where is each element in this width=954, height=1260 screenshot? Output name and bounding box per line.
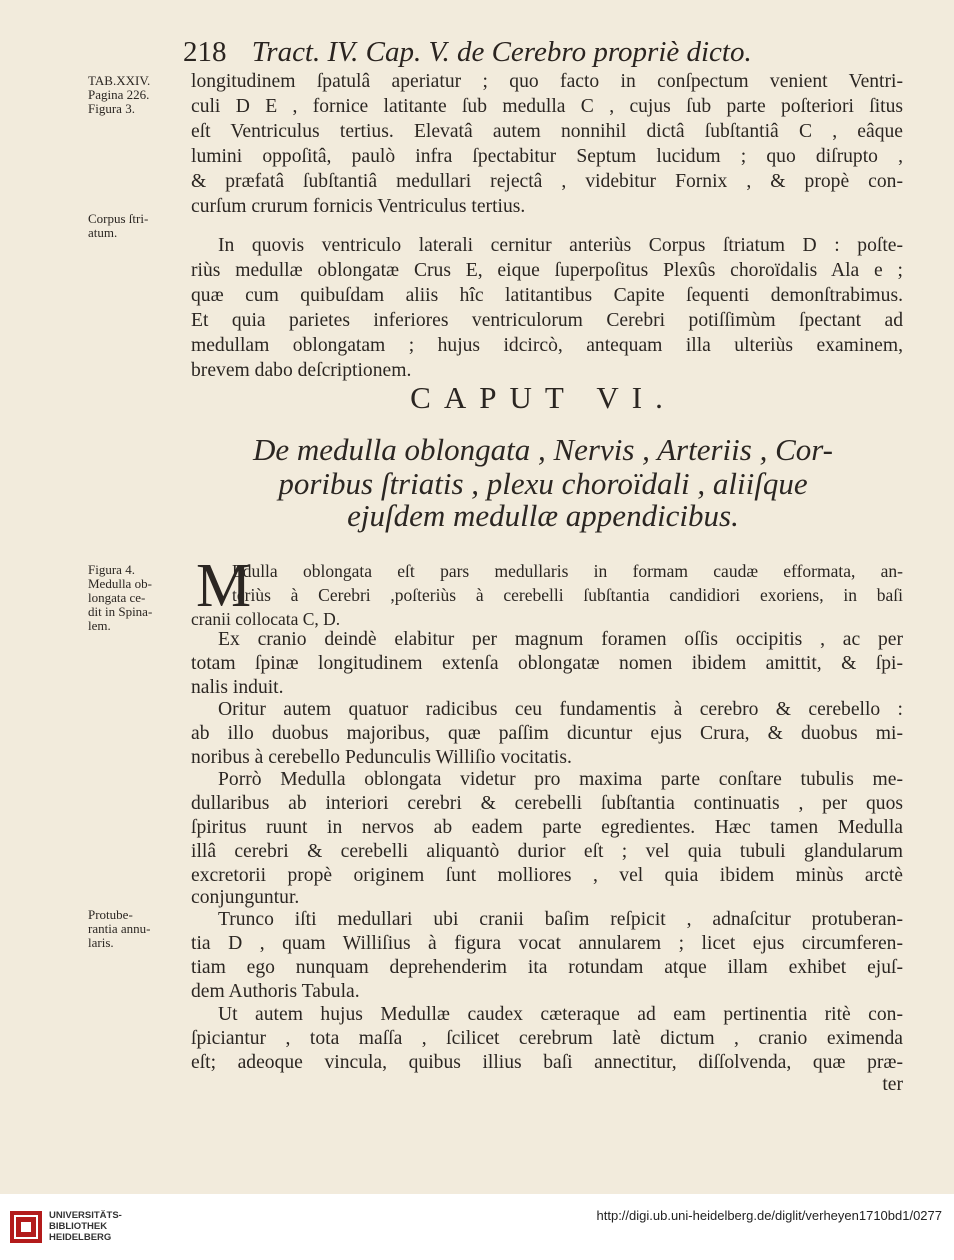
- margin-line: Medulla ob-: [88, 576, 152, 591]
- text-line: culi D E , fornice latitante ſub medulla C , cujus ſub parte poſteriori ſitus: [191, 96, 903, 117]
- text-line: tia D , quam Williſius à figura vocat annularem ; licet ejus circumferen-: [191, 933, 903, 954]
- text-line: ab illo duobus majoribus, quæ paſſim dicuntur ejus Crura, & duobus mi-: [191, 723, 903, 744]
- margin-line: lem.: [88, 618, 111, 633]
- text-line: totam ſpinæ longitudinem extenſa oblongatæ nomen ibidem amittit, & ſpi-: [191, 653, 903, 674]
- drop-cap: M: [196, 552, 252, 620]
- text-line: eſt; adeoque vincula, quibus illius baſi annectitur, diſſolvenda, quæ præ-: [191, 1052, 903, 1073]
- chapter-subtitle-line: ejuſdem medullæ appendicibus.: [347, 498, 739, 533]
- text-line: Ex cranio deindè elabitur per magnum foramen oſſis occipitis , ac per: [218, 629, 903, 650]
- chapter-subtitle-line: De medulla oblongata , Nervis , Arteriis , Cor-: [252, 432, 834, 467]
- margin-note-tab: [88, 74, 188, 116]
- text-line: dem Authoris Tabula.: [191, 981, 360, 1002]
- text-line: excretorii propè originem ſunt molliores , vel quia ibidem minùs arctè: [191, 865, 903, 886]
- running-header: [183, 36, 903, 69]
- text-line: noribus à cerebello Pedunculis Williſio vocitatis.: [191, 747, 572, 768]
- margin-note-corpus: [88, 212, 188, 240]
- text-line: nalis induit.: [191, 677, 284, 698]
- text-line: & præfatâ ſubſtantiâ medullari rejectâ , videbitur Fornix , & propè con-: [191, 171, 903, 192]
- text-line: Ut autem hujus Medullæ caudex cæteraque ad eam pertinentia ritè con-: [218, 1004, 903, 1025]
- logo-text: [49, 1210, 122, 1243]
- text-line: conjunguntur.: [191, 887, 300, 908]
- text-line: longitudinem ſpatulâ aperiatur ; quo facto in conſpectum venient Ventri-: [191, 71, 903, 92]
- margin-line: Corpus ſtri-: [88, 211, 149, 226]
- logo-line: HEIDELBERG: [49, 1232, 112, 1243]
- text-line: Porrò Medulla oblongata videtur pro maxima parte conſtare tubulis me-: [218, 769, 903, 790]
- text-line: ſpiciantur , tota maſſa , ſcilicet cerebrum latè dictum , cranio eximenda: [191, 1028, 903, 1049]
- margin-note-figura4: [88, 563, 188, 633]
- text-line: cranii collocata C, D.: [191, 609, 341, 629]
- page-number: 218: [183, 36, 227, 68]
- margin-line: Figura 4.: [88, 562, 135, 577]
- margin-line: Figura 3.: [88, 101, 135, 116]
- text-line: quæ cum quibuſdam aliis hîc latitantibus Capite ſequenti demonſtrabimus.: [191, 285, 903, 306]
- text-line: dullaribus ab interiori cerebri & cerebelli ſubſtantia continuatis , per quos: [191, 793, 903, 814]
- text-line: Edulla oblongata eſt pars medullaris in formam caudæ efformata, an-: [232, 561, 903, 581]
- text-line: curſum crurum fornicis Ventriculus tertius.: [191, 196, 526, 217]
- margin-line: TAB.XXIV.: [88, 73, 151, 88]
- text-line: illâ cerebri & cerebelli aliquantò durior eſt ; vel quia tubuli glandularum: [191, 841, 903, 862]
- library-logo[interactable]: [9, 1206, 139, 1250]
- text-line: tiam ego nunquam deprehenderim ita rotundam atque illam exhibet ejuſ-: [191, 957, 903, 978]
- margin-line: rantia annu-: [88, 921, 151, 936]
- margin-line: laris.: [88, 935, 114, 950]
- chapter-heading: CAPUT VI.: [410, 380, 676, 415]
- margin-line: atum.: [88, 225, 118, 240]
- text-line: Trunco iſti medullari ubi cranii baſim reſpicit , adnaſcitur protuberan-: [218, 909, 903, 930]
- text-line: eſt Ventriculus tertius. Elevatâ autem nonnihil dictâ ſubſtantiâ C , eâque: [191, 121, 903, 142]
- text-line: In quovis ventriculo laterali cernitur anteriùs Corpus ſtriatum D : poſte-: [218, 235, 903, 256]
- viewer-footer: [0, 1194, 954, 1260]
- chapter-subtitle-line: poribus ſtriatis , plexu choroïdali , aliiſque: [278, 466, 808, 501]
- logo-line: BIBLIOTHEK: [49, 1221, 108, 1232]
- margin-note-protuberantia: [88, 908, 188, 950]
- logo-line: UNIVERSITÄTS-: [49, 1210, 122, 1221]
- margin-line: longata ce-: [88, 590, 146, 605]
- permalink-url[interactable]: http://digi.ub.uni-heidelberg.de/diglit/verheyen1710bd1/0277: [596, 1208, 942, 1223]
- text-line: Oritur autem quatuor radicibus ceu fundamentis à cerebro & cerebello :: [218, 699, 903, 720]
- margin-line: Pagina 226.: [88, 87, 150, 102]
- margin-line: dit in Spina-: [88, 604, 153, 619]
- running-title: Tract. IV. Cap. V. de Cerebro propriè dicto.: [251, 36, 752, 68]
- text-line: brevem dabo deſcriptionem.: [191, 360, 412, 381]
- text-line: teriùs à Cerebri ,poſteriùs à cerebelli ſubſtantia candidiori exoriens, in baſi: [232, 585, 903, 605]
- text-line: riùs medullæ oblongatæ Crus E, eique ſuperpoſitus Plexûs choroïdalis Ala e ;: [191, 260, 903, 281]
- text-line: lumini oppoſitâ, paulò infra ſpectabitur Septum lucidum ; quo diſrupto ,: [191, 146, 903, 167]
- text-line: medullam oblongatam ; hujus idcircò, antequam illa ulteriùs examinem,: [191, 335, 903, 356]
- catchword: ter: [882, 1074, 903, 1095]
- text-line: ſpiritus ruunt in nervos ab eadem parte egredientes. Hæc tamen Medulla: [191, 817, 903, 838]
- university-seal-icon: [9, 1210, 43, 1244]
- margin-line: Protube-: [88, 907, 133, 922]
- text-line: Et quia parietes inferiores ventriculorum Cerebri potiſſimùm ſpectant ad: [191, 310, 903, 331]
